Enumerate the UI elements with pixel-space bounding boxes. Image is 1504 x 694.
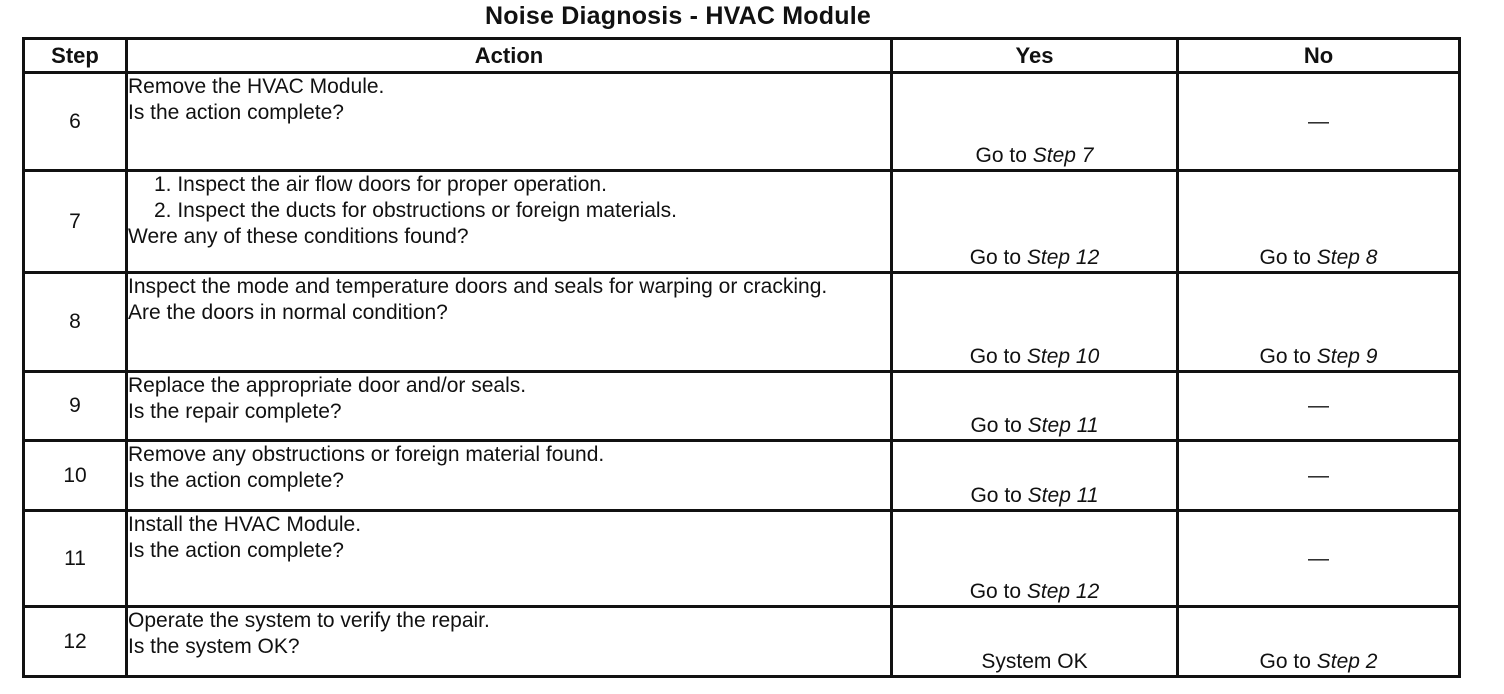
yes-prefix: Go to bbox=[975, 144, 1033, 167]
no-cell: — bbox=[1178, 372, 1460, 441]
action-question: Is the repair complete? bbox=[128, 400, 342, 423]
action-cell bbox=[127, 372, 892, 441]
header-no: No bbox=[1178, 39, 1460, 73]
yes-cell bbox=[892, 511, 1178, 607]
table-row bbox=[24, 441, 1460, 511]
table-row bbox=[24, 273, 1460, 372]
yes-prefix: Go to bbox=[969, 246, 1027, 269]
yes-cell bbox=[892, 372, 1178, 441]
yes-step-ref: Step 10 bbox=[1026, 345, 1100, 368]
action-question: Is the action complete? bbox=[128, 469, 344, 492]
action-cell bbox=[127, 511, 892, 607]
yes-cell bbox=[892, 73, 1178, 171]
header-row bbox=[24, 39, 1460, 73]
yes-prefix: Go to bbox=[969, 580, 1027, 603]
yes-step-ref: Step 12 bbox=[1026, 580, 1100, 603]
no-prefix: Go to bbox=[1259, 650, 1317, 673]
action-cell bbox=[127, 171, 892, 273]
yes-prefix: Go to bbox=[969, 345, 1027, 368]
no-cell: — bbox=[1178, 73, 1460, 171]
no-cell bbox=[1178, 273, 1460, 372]
action-line: Remove the HVAC Module. bbox=[128, 75, 385, 98]
action-list-item: 1. Inspect the air flow doors for proper operation. bbox=[154, 173, 607, 196]
step-number: 12 bbox=[24, 607, 127, 677]
no-prefix: Go to bbox=[1259, 246, 1317, 269]
action-cell bbox=[127, 273, 892, 372]
action-question: Is the system OK? bbox=[128, 635, 300, 658]
yes-cell bbox=[892, 441, 1178, 511]
table-row bbox=[24, 607, 1460, 677]
yes-cell bbox=[892, 273, 1178, 372]
no-step-ref: Step 9 bbox=[1316, 345, 1378, 368]
table-row bbox=[24, 372, 1460, 441]
action-line: Install the HVAC Module. bbox=[128, 513, 362, 536]
step-number: 9 bbox=[24, 372, 127, 441]
no-step-ref: Step 2 bbox=[1316, 650, 1378, 673]
no-cell bbox=[1178, 607, 1460, 677]
step-number: 8 bbox=[24, 273, 127, 372]
action-line: Replace the appropriate door and/or seals. bbox=[128, 374, 527, 397]
action-line: Remove any obstructions or foreign material found. bbox=[128, 443, 605, 466]
no-prefix: Go to bbox=[1259, 345, 1317, 368]
step-number: 10 bbox=[24, 441, 127, 511]
table-row bbox=[24, 511, 1460, 607]
no-cell bbox=[1178, 171, 1460, 273]
yes-step-ref: Step 11 bbox=[1027, 484, 1099, 507]
yes-prefix: Go to bbox=[970, 484, 1028, 507]
action-line: Operate the system to verify the repair. bbox=[128, 609, 490, 632]
action-question: Were any of these conditions found? bbox=[128, 225, 469, 248]
action-list-item: 2. Inspect the ducts for obstructions or foreign materials. bbox=[154, 199, 677, 222]
action-cell bbox=[127, 73, 892, 171]
no-cell: — bbox=[1178, 441, 1460, 511]
step-number: 6 bbox=[24, 73, 127, 171]
yes-step-ref: Step 12 bbox=[1026, 246, 1100, 269]
action-cell bbox=[127, 607, 892, 677]
step-number: 7 bbox=[24, 171, 127, 273]
header-step: Step bbox=[24, 39, 127, 73]
table-row bbox=[24, 171, 1460, 273]
table-row bbox=[24, 73, 1460, 171]
action-line: Inspect the mode and temperature doors and seals for warping or cracking. bbox=[128, 275, 828, 298]
yes-prefix: Go to bbox=[970, 414, 1028, 437]
yes-cell bbox=[892, 171, 1178, 273]
yes-cell: System OK bbox=[892, 607, 1178, 677]
yes-step-ref: Step 11 bbox=[1027, 414, 1099, 437]
header-yes: Yes bbox=[892, 39, 1178, 73]
action-question: Is the action complete? bbox=[128, 539, 344, 562]
diagnosis-table bbox=[22, 37, 1461, 678]
step-number: 11 bbox=[24, 511, 127, 607]
no-cell: — bbox=[1178, 511, 1460, 607]
yes-step-ref: Step 7 bbox=[1032, 144, 1094, 167]
header-action: Action bbox=[127, 39, 892, 73]
action-question: Is the action complete? bbox=[128, 101, 344, 124]
action-question: Are the doors in normal condition? bbox=[128, 301, 448, 324]
action-cell bbox=[127, 441, 892, 511]
no-step-ref: Step 8 bbox=[1316, 246, 1378, 269]
page-title: Noise Diagnosis - HVAC Module bbox=[485, 2, 871, 30]
